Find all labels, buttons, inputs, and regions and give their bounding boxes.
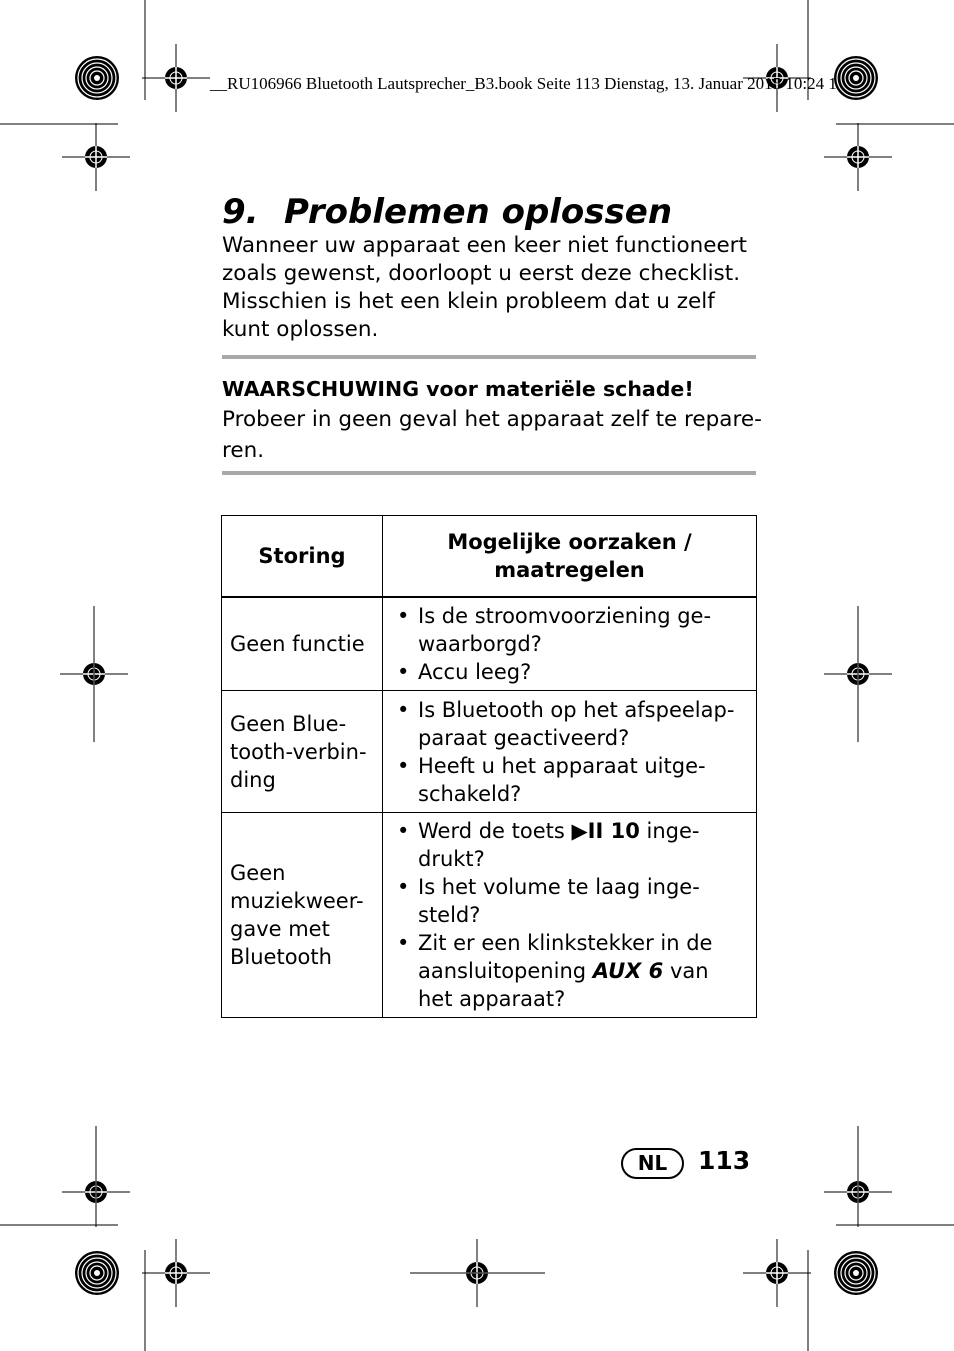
header-causes: Mogelijke oorzaken / maatregelen [383,516,757,598]
section-title-text: Problemen oplossen [284,192,673,232]
registration-cross-bottom-right [743,1239,811,1307]
registration-rosette-bottom-left [75,1251,119,1295]
cause-item [391,929,748,1013]
registration-cross-right-upper [824,123,892,191]
causes-list [391,602,748,686]
cause-text: Werd de toets [418,819,565,843]
causes-list [391,696,748,808]
language-badge: NL [621,1148,684,1179]
registration-rosette-top-left [75,56,119,100]
cause-text: inge-drukt? [418,819,700,871]
section-number: 9. [222,192,259,232]
table-row [222,813,757,1018]
table-row [222,597,757,691]
aux-port-label: AUX 6 [592,959,664,983]
registration-cross-left-upper [62,123,130,191]
cause-text: Zit er een klinkstekker in de aansluitopening [418,931,713,983]
causes-cell [383,691,757,813]
causes-list [391,817,748,1013]
cause-item: • Is Bluetooth op het afspeelap-paraat geactiveerd? [391,696,748,752]
registration-cross-top-left [142,44,210,112]
print-header: __RU106966 Bluetooth Lautsprecher_B3.book Seite 113 Dienstag, 13. Januar 2015 10:24 1 [210,74,837,93]
cause-item: • Is de stroomvoorziening ge-waarborgd? [391,602,748,658]
registration-cross-bottom-left [142,1239,210,1307]
header-storing: Storing [222,516,383,598]
cause-item: • Heeft u het apparaat uitge-schakeld? [391,752,748,808]
issue-cell: Geen muziekweer-gave met Bluetooth [222,813,383,1018]
causes-cell [383,597,757,691]
registration-rosette-bottom-right [834,1251,878,1295]
page-number: 113 [698,1146,751,1175]
table-row [222,691,757,813]
issue-cell: Geen Blue-tooth-verbin-ding [222,691,383,813]
cause-text: van het apparaat? [418,959,709,1011]
divider-top [222,355,756,359]
table-header-row [222,516,757,598]
causes-cell [383,813,757,1018]
intro-paragraph: Wanneer uw apparaat een keer niet functioneert zoals gewenst, doorloopt u eerst deze checklist. Misschien is het een klein probleem dat u zelf kunt oplossen. [222,233,747,342]
section-title [222,190,672,234]
play-pause-key-label: ▶II 10 [571,819,640,843]
cause-item: • Is het volume te laag inge-steld? [391,873,748,929]
cause-item: • Accu leeg? [391,658,748,686]
warning-heading: WAARSCHUWING voor materiële schade! [222,377,694,401]
troubleshooting-table [221,515,757,1018]
warning-text: Probeer in geen geval het apparaat zelf te repare-ren. [222,407,762,463]
cause-item [391,817,748,873]
issue-cell: Geen functie [222,597,383,691]
divider-bottom [222,471,756,475]
